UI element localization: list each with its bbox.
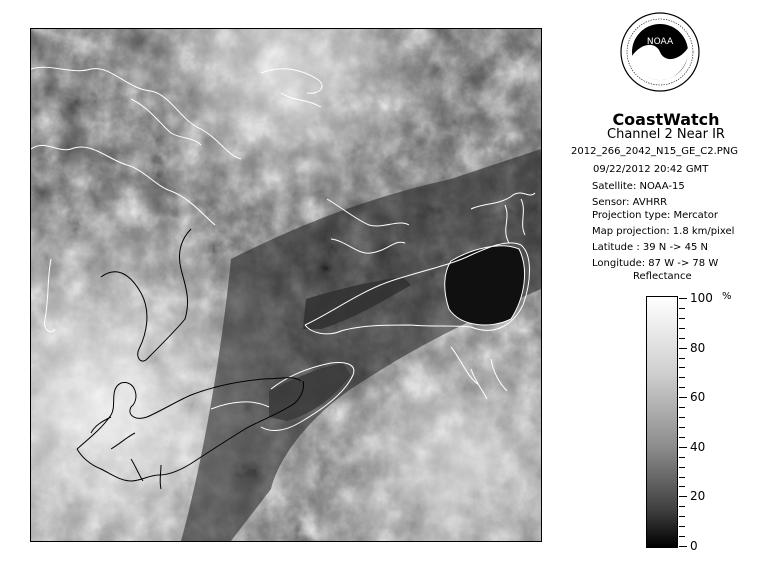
cloud-imagery (31, 29, 541, 541)
app-title: CoastWatch (612, 110, 720, 129)
colorbar-tick (679, 427, 685, 428)
colorbar-tick (679, 526, 685, 527)
colorbar-tick (679, 397, 687, 398)
colorbar-tick (679, 367, 685, 368)
colorbar-tick (679, 407, 685, 408)
colorbar-tick (679, 506, 685, 507)
satellite-image (30, 28, 542, 542)
tick-label-60: 60 (690, 390, 706, 405)
colorbar-tick (679, 457, 685, 458)
colorbar-tick (679, 516, 685, 517)
tick-label-0: 0 (690, 539, 698, 553)
colorbar-tick (679, 328, 685, 329)
colorbar-tick (679, 536, 685, 537)
colorbar-tick (679, 437, 685, 438)
tick-label-80: 80 (690, 340, 706, 355)
lake-ontario (445, 246, 525, 325)
colorbar-tick (679, 358, 685, 359)
colorbar-tick (679, 318, 685, 319)
colorbar-tick (679, 308, 685, 309)
legend-title: Reflectance (633, 271, 692, 282)
tick-label-20: 20 (690, 489, 706, 504)
latitude-text: Latitude : 39 N -> 45 N (592, 242, 708, 253)
reflectance-colorbar (646, 296, 678, 548)
noaa-logo (620, 12, 700, 92)
colorbar-tick (679, 477, 685, 478)
filename-text: 2012_266_2042_N15_GE_C2.PNG (571, 146, 739, 157)
colorbar-tick (679, 338, 685, 339)
colorbar-tick (679, 486, 685, 487)
colorbar-tick (679, 377, 685, 378)
colorbar-tick (679, 546, 687, 547)
colorbar-tick (679, 447, 687, 448)
legend-unit: % (722, 291, 732, 302)
satellite-text: Satellite: NOAA-15 (592, 181, 685, 192)
channel-subtitle: Channel 2 Near IR (607, 127, 725, 142)
colorbar-tick (679, 387, 685, 388)
colorbar-tick (679, 467, 685, 468)
datetime-text: 09/22/2012 20:42 GMT (593, 164, 709, 175)
colorbar-tick (679, 496, 687, 497)
colorbar-tick (679, 348, 687, 349)
longitude-text: Longitude: 87 W -> 78 W (592, 258, 719, 269)
projection-type-text: Projection type: Mercator (592, 210, 718, 221)
colorbar-tick (679, 298, 687, 299)
tick-label-100: 100 (690, 291, 713, 305)
map-projection-text: Map projection: 1.8 km/pixel (592, 226, 735, 237)
colorbar-tick (679, 417, 685, 418)
sensor-text: Sensor: AVHRR (592, 197, 668, 208)
tick-label-40: 40 (690, 439, 706, 454)
logo-center-text: NOAA (646, 37, 674, 47)
